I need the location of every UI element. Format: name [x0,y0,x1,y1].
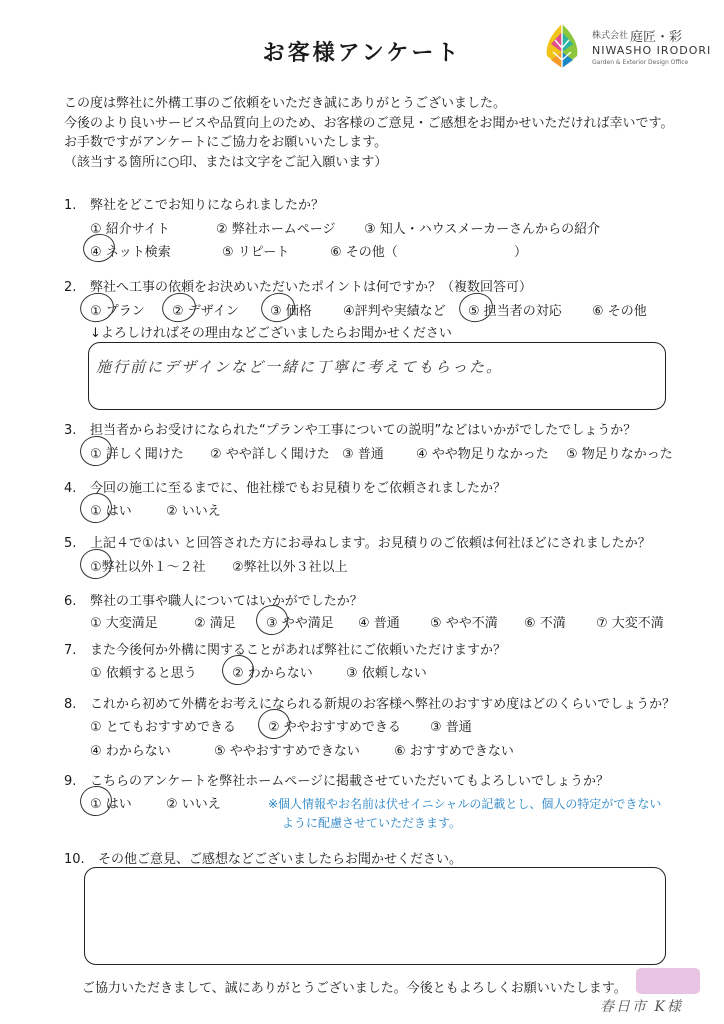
q1-option-1[interactable]: ① 紹介サイト [90,222,170,237]
question-4-number: 4. [64,481,77,496]
q1-option-6[interactable]: ⑥ その他（ [330,245,398,260]
q9-option-2[interactable]: ② いいえ [166,797,221,812]
q9-option-1[interactable]: ① はい [90,797,132,812]
q8-option-6[interactable]: ⑥ おすすめできない [394,744,514,759]
q2-handwritten-reason: 施行前にデザインなど一緒に丁寧に考えてもらった。 [96,358,503,376]
q2-option-2[interactable]: ② デザイン [172,304,239,319]
answer-circle-q2-1 [77,290,116,325]
question-3 [64,419,636,438]
q6-option-7[interactable]: ⑦ 大変不満 [596,616,664,631]
q7-option-1[interactable]: ① 依頼すると思う [90,666,197,681]
q2-option-5[interactable]: ⑤ 担当者の対応 [468,304,562,319]
company-logo-icon [541,22,583,70]
question-10-number: 10. [64,852,85,867]
highlight-marker [636,968,700,994]
question-2-number: 2. [64,280,77,295]
q3-option-5[interactable]: ⑤ 物足りなかった [566,447,673,462]
q6-option-2[interactable]: ② 満足 [194,616,236,631]
question-3-text: 担当者からお受けになられた“プランや工事についての説明”などはいかがでしたでしょうか？ [90,423,637,438]
question-9-number: 9. [64,774,77,789]
intro-line-2: 今後のより良いサービスや品質向上のため、お客様のご意見・ご感想をお聞かせいただければ幸いです。 [64,116,674,131]
q2-option-3[interactable]: ③ 価格 [270,304,312,319]
q3-option-4[interactable]: ④ やや物足りなかった [416,447,549,462]
answer-circle-q2-5 [456,290,495,325]
customer-signature: 春日市 K様 [600,999,683,1015]
q6-option-1[interactable]: ① 大変満足 [90,616,158,631]
q8-option-3[interactable]: ③ 普通 [430,720,472,735]
answer-circle-q3 [77,433,115,469]
question-5-number: 5. [64,536,77,551]
q4-option-2[interactable]: ② いいえ [166,504,221,519]
q7-option-3[interactable]: ③ 依頼しない [346,666,427,681]
question-8-number: 8. [64,697,77,712]
question-5-text: 上記４で①はい と回答された方にお尋ねします。お見積りのご依頼は何社ほどにされましたか？ [90,536,651,551]
q8-option-5[interactable]: ⑤ ややおすすめできない [214,744,360,759]
q10-comment-box[interactable] [84,867,666,965]
q3-option-2[interactable]: ② やや詳しく聞けた [210,447,330,462]
question-7 [64,639,506,658]
question-1-text: 弊社をどこでお知りになられましたか？ [90,198,325,213]
q3-option-3[interactable]: ③ 普通 [342,447,384,462]
q5-option-2[interactable]: ②弊社以外３社以上 [232,560,348,575]
q4-option-1[interactable]: ① はい [90,504,132,519]
logo-company-prefix: 株式会社 [592,31,629,41]
question-6-number: 6. [64,594,77,609]
q2-reason-hint: ↓よろしければその理由などございましたらお聞かせください [90,326,452,341]
question-7-number: 7. [64,643,77,658]
q1-option-6-close: ） [514,245,528,260]
q8-option-2[interactable]: ② ややおすすめできる [268,720,401,735]
intro-line-3: お手数ですがアンケートにご協力をお願いいたします。 [64,135,388,150]
question-8-text: これから初めて外構をお考えになられる新規のお客様へ弊社のおすすめ度はどのくらいでしょうか？ [90,697,676,712]
q5-option-1[interactable]: ①弊社以外１～２社 [90,560,206,575]
question-1 [64,194,324,213]
logo-company-name: 庭匠・彩 [630,30,683,45]
question-6-text: 弊社の工事や職人についてはいかがでしたか？ [90,594,363,609]
q6-option-5[interactable]: ⑤ やや不満 [430,616,498,631]
q2-option-4[interactable]: ④評判や実績など [343,304,446,319]
question-9-text: こちらのアンケートを弊社ホームページに掲載させていただいてもよろしいでしょうか？ [90,774,609,789]
q6-option-6[interactable]: ⑥ 不満 [524,616,566,631]
q9-privacy-note-line-2: ように配慮させていただきます。 [282,816,462,830]
question-10 [64,848,462,867]
question-6 [64,590,363,609]
question-7-text: また今後何か外構に関することがあれば弊社にご依頼いただけますか？ [90,643,507,658]
question-4-text: 今回の施工に至るまでに、他社様でもお見積りをご依頼されましたか？ [90,481,507,496]
q9-privacy-note-line-1: ※個人情報やお名前は伏せイニシャルの記載とし、個人の特定ができない [268,797,662,811]
q8-option-4[interactable]: ④ わからない [90,744,171,759]
answer-circle-q2-3 [258,290,297,325]
logo-tagline: Garden & Exterior Design Office [592,59,689,66]
logo-english-name: NIWASHO IRODORI [592,44,712,57]
question-1-number: 1. [64,198,77,213]
question-3-number: 3. [64,423,77,438]
footer-thanks: ご協力いただきまして、誠にありがとうございました。今後ともよろしくお願いいたします。 [82,981,627,996]
q2-option-6[interactable]: ⑥ その他 [592,304,647,319]
answer-circle-q2-2 [159,290,198,325]
question-2-text: 弊社へ工事の依頼をお決めいただいたポイントは何ですか？（複数回答可） [90,280,533,295]
q6-option-3[interactable]: ③ やや満足 [266,616,334,631]
question-8 [64,693,675,712]
q7-option-2[interactable]: ② わからない [232,666,313,681]
q2-option-1[interactable]: ① プラン [90,304,145,319]
question-2 [64,276,532,295]
q3-option-1[interactable]: ① 詳しく聞けた [90,447,184,462]
q1-option-5[interactable]: ⑤ リピート [222,245,290,260]
intro-line-4: （該当する箇所に○印、または文字をご記入願います） [64,155,388,170]
answer-circle-q5 [77,546,115,582]
question-4 [64,477,506,496]
question-9 [64,770,609,789]
q1-option-4[interactable]: ④ ネット検索 [90,245,171,260]
q8-option-1[interactable]: ① とてもおすすめできる [90,720,236,735]
q1-option-2[interactable]: ② 弊社ホームページ [216,222,336,237]
q6-option-4[interactable]: ④ 普通 [358,616,400,631]
q1-option-3[interactable]: ③ 知人・ハウスメーカーさんからの紹介 [364,222,601,237]
question-10-text: その他ご意見、ご感想などございましたらお聞かせください。 [98,852,463,867]
intro-line-1: この度は弊社に外構工事のご依頼をいただき誠にありがとうございました。 [64,96,507,111]
page-title: お客様アンケート [262,41,462,66]
question-5 [64,532,651,551]
